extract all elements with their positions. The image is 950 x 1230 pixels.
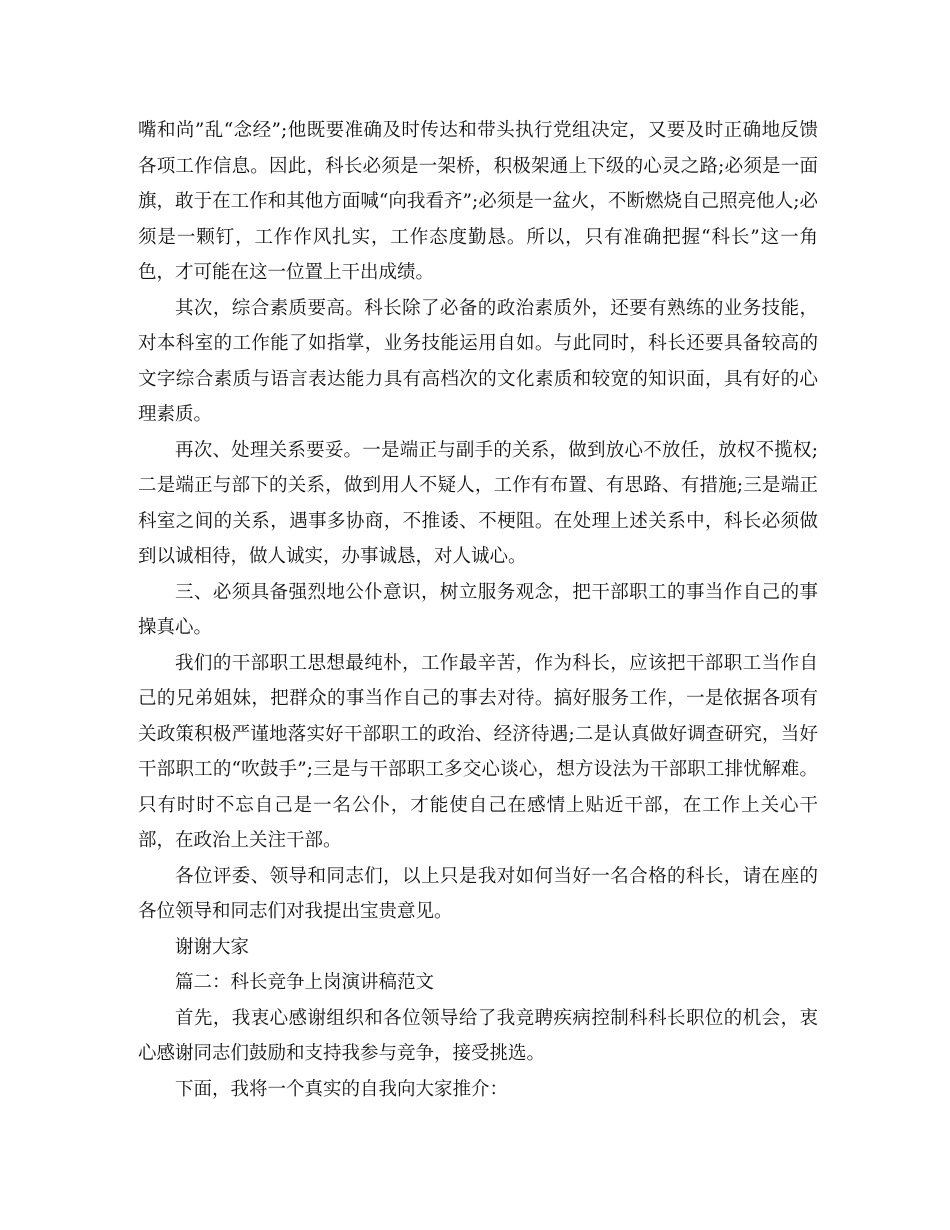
paragraph: 我们的干部职工思想最纯朴，工作最辛苦，作为科长，应该把干部职工当作自己的兄弟姐妹，把群众的事当作自己的事去对待。搞好服务工作，一是依据各项有关政策积极严谨地落实好干部职工的政治、经济待遇;二是认真做好调查研究，当好干部职工的“吹鼓手”;三是与干部职工多交心谈心，想方设法为干部职工排忧解难。只有时时不忘自己是一名公仆，才能使自己在感情上贴近干部，在工作上关心干部，在政治上关注干部。 bbox=[138, 652, 818, 851]
paragraph: 三、必须具备强烈地公仆意识，树立服务观念，把干部职工的事当作自己的事操真心。 bbox=[138, 581, 818, 638]
section-heading: 篇二：科长竞争上岗演讲稿范文 bbox=[175, 972, 435, 993]
paragraph: 下面，我将一个真实的自我向大家推介： bbox=[175, 1078, 509, 1100]
paragraph: 其次，综合素质要高。科长除了必备的政治素质外，还要有熟练的业务技能，对本科室的工作能了如指掌，业务技能运用自如。与此同时，科长还要具备较高的文字综合素质与语言表达能力具有高档次的文化素质和较宽的知识面，具有好的心理素质。 bbox=[138, 297, 818, 425]
paragraph: 嘴和尚”乱“念经”;他既要准确及时传达和带头执行党组决定，又要及时正确地反馈各项工作信息。因此，科长必须是一架桥，积极架通上下级的心灵之路;必须是一面旗，敢于在工作和其他方面喊“向我看齐”;必须是一盆火，不断燃烧自己照亮他人;必须是一颗钉，工作作风扎实，工作态度勤恳。所以，只有准确把握“科长”这一角色，才可能在这一位置上干出成绩。 bbox=[138, 120, 818, 283]
paragraph: 首先，我衷心感谢组织和各位领导给了我竞聘疾病控制科科长职位的机会，衷心感谢同志们鼓励和支持我参与竞争，接受挑选。 bbox=[138, 1007, 818, 1064]
paragraph: 再次、处理关系要妥。一是端正与副手的关系，做到放心不放任，放权不揽权;二是端正与部下的关系，做到用人不疑人，工作有布置、有思路、有措施;三是端正科室之间的关系，遇事多协商，不推诿、不梗阻。在处理上述关系中，科长必须做到以诚相待，做人诚实，办事诚恳，对人诚心。 bbox=[138, 439, 818, 567]
closing-line: 谢谢大家 bbox=[175, 936, 250, 958]
paragraph: 各位评委、领导和同志们，以上只是我对如何当好一名合格的科长，请在座的各位领导和同志们对我提出宝贵意见。 bbox=[138, 865, 818, 922]
document-body bbox=[138, 113, 818, 1107]
